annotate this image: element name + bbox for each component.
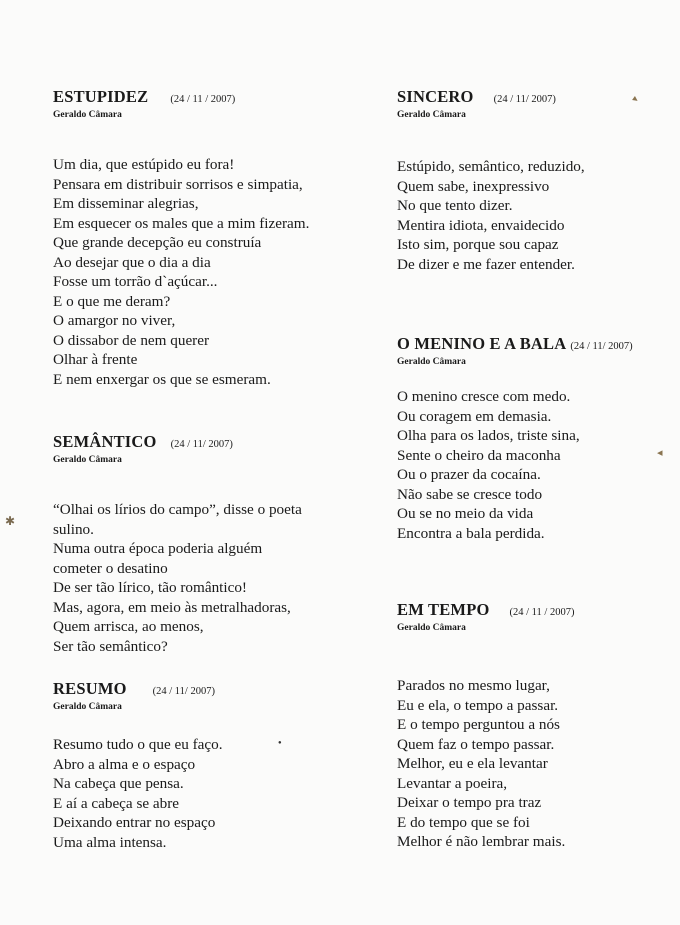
poem-line: Em disseminar alegrias, [53, 195, 199, 212]
poem-body [397, 157, 585, 274]
poem-line: Melhor é não lembrar mais. [397, 833, 566, 850]
poem-line: Levantar a poeira, [397, 774, 508, 792]
poem-resumo [53, 680, 223, 852]
poem-semantico [53, 433, 302, 656]
poem-line: Em esquecer os males que a mim fizeram. [53, 214, 310, 232]
poem-date: (24 / 11/ 2007) [493, 94, 556, 105]
poem-line: Deixando entrar no espaço [53, 814, 216, 831]
poem-body [397, 387, 633, 543]
poem-estupidez [53, 88, 309, 389]
poem-date: (24 / 11/ 2007) [570, 341, 633, 352]
poem-line: Olhar à frente [53, 351, 138, 368]
poem-body [397, 676, 574, 852]
poem-line: Fosse um torrão d`açúcar... [53, 273, 218, 290]
poem-line: Numa outra época poderia alguém [53, 540, 263, 557]
poem-line: Sente o cheiro da maconha [397, 446, 561, 464]
poem-header [53, 680, 223, 701]
poem-line: Isto sim, porque sou capaz [397, 236, 559, 253]
poem-line: Que grande decepção eu construía [53, 234, 262, 251]
poem-line: Uma alma intensa. [53, 833, 167, 851]
poem-line: Quem arrisca, ao menos, [53, 618, 204, 635]
poem-line: De ser tão lírico, tão romântico! [53, 579, 247, 596]
poem-line: E nem enxergar os que se esmeram. [53, 370, 271, 388]
poem-line: De dizer e me fazer entender. [397, 255, 575, 273]
poem-line: Encontra a bala perdida. [397, 524, 545, 542]
poem-line: “Olhai os lírios do campo”, disse o poeta [53, 501, 302, 518]
poem-line: Um dia, que estúpido eu fora! [53, 156, 235, 173]
poem-author: Geraldo Câmara [53, 455, 122, 465]
poem-line: Melhor, eu e ela levantar [397, 755, 548, 772]
poem-header [397, 335, 633, 356]
poem-line: sulino. [53, 520, 94, 538]
poem-author: Geraldo Câmara [397, 623, 466, 633]
poem-author: Geraldo Câmara [397, 357, 466, 367]
paper-speck-mark: ● [278, 740, 282, 746]
poem-header [53, 88, 309, 109]
poem-body [53, 155, 309, 389]
poem-line: cometer o desatino [53, 559, 168, 577]
poem-line: E o que me deram? [53, 292, 171, 310]
poem-date: (24 / 11 / 2007) [170, 94, 236, 105]
poem-line: Ao desejar que o dia a dia [53, 253, 211, 271]
poem-line: Ou se no meio da vida [397, 505, 534, 522]
poem-line: E aí a cabeça se abre [53, 794, 180, 812]
poem-title: RESUMO [53, 679, 127, 698]
poem-title: ESTUPIDEZ [53, 87, 149, 106]
poem-body [53, 735, 223, 852]
poem-line: Parados no mesmo lugar, [397, 677, 550, 694]
paper-speck-mark: ✱ [5, 514, 16, 528]
poem-line: No que tento dizer. [397, 197, 513, 214]
poem-title: O MENINO E A BALA [397, 334, 567, 353]
poem-line: Mas, agora, em meio às metralhadoras, [53, 598, 291, 616]
poem-line: O dissabor de nem querer [53, 331, 210, 349]
poem-title: SEMÂNTICO [53, 432, 157, 451]
poem-sincero [397, 88, 585, 274]
poem-line: Deixar o tempo pra traz [397, 794, 542, 811]
poem-author: Geraldo Câmara [53, 702, 122, 712]
poem-line: E do tempo que se foi [397, 813, 530, 831]
poem-header [397, 88, 585, 109]
poem-header [53, 433, 302, 454]
poem-line: Ou o prazer da cocaína. [397, 466, 541, 483]
poem-line: Quem sabe, inexpressivo [397, 177, 550, 195]
poem-line: Ou coragem em demasia. [397, 407, 552, 425]
poem-o-menino-e-a-bala [397, 335, 633, 543]
poem-line: Eu e ela, o tempo a passar. [397, 696, 559, 714]
poem-date: (24 / 11 / 2007) [509, 607, 575, 618]
poem-author: Geraldo Câmara [53, 110, 122, 120]
poem-line: Abro a alma e o espaço [53, 755, 196, 773]
poem-body [53, 500, 302, 656]
poem-line: O amargor no viver, [53, 312, 176, 329]
poem-em-tempo [397, 601, 574, 852]
poem-date: (24 / 11/ 2007) [152, 686, 215, 697]
poem-line: E o tempo perguntou a nós [397, 716, 560, 733]
poem-line: Ser tão semântico? [53, 637, 168, 655]
poem-line: Na cabeça que pensa. [53, 775, 184, 792]
poem-author: Geraldo Câmara [397, 110, 466, 120]
paper-speck-mark: ◂ [657, 447, 663, 459]
poem-line: Quem faz o tempo passar. [397, 735, 555, 753]
poem-line: Pensara em distribuir sorrisos e simpatia, [53, 175, 303, 193]
poem-line: O menino cresce com medo. [397, 388, 571, 405]
poem-line: Resumo tudo o que eu faço. [53, 736, 223, 753]
poem-date: (24 / 11/ 2007) [170, 439, 233, 450]
poem-title: SINCERO [397, 87, 474, 106]
poem-header [397, 601, 574, 622]
poem-title: EM TEMPO [397, 600, 490, 619]
poem-line: Olha para os lados, triste sina, [397, 427, 580, 444]
poem-line: Estúpido, semântico, reduzido, [397, 158, 585, 175]
paper-speck-mark: ▸ [630, 93, 641, 106]
poem-line: Mentira idiota, envaidecido [397, 216, 565, 234]
poem-line: Não sabe se cresce todo [397, 485, 543, 503]
